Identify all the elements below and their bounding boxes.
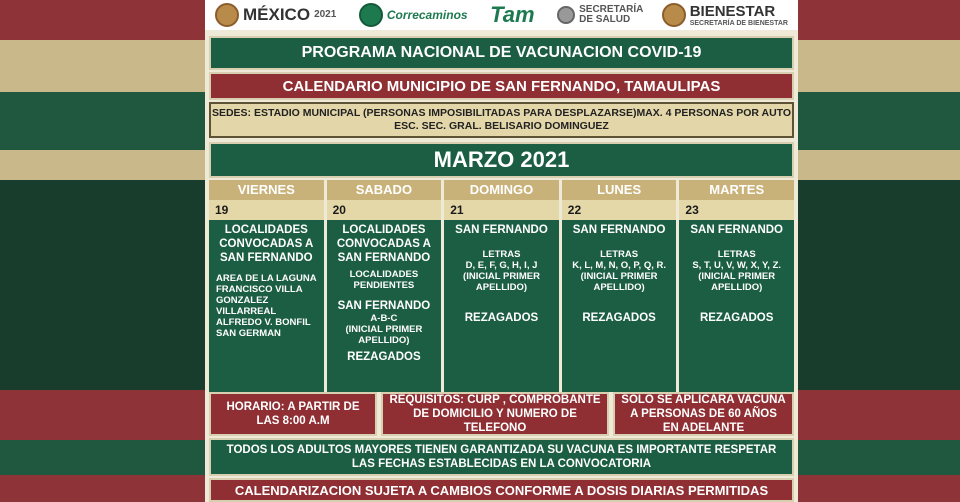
day-name: DOMINGO <box>444 180 559 200</box>
logo-bar <box>205 0 798 30</box>
day-content: LOCALIDADES CONVOCADAS A SAN FERNANDO LOCALIDADES PENDIENTES SAN FERNANDO A-B-C (INICIAL PRIMER APELLIDO) REZAGADOS <box>327 220 442 392</box>
day-number: 23 <box>679 200 794 220</box>
day-number: 22 <box>562 200 677 220</box>
calendarizacion-notice: CALENDARIZACION SUJETA A CAMBIOS CONFORME A DOSIS DIARIAS PERMITIDAS <box>209 478 794 502</box>
background-left <box>0 0 205 502</box>
day-number: 21 <box>444 200 559 220</box>
garantizada-notice: TODOS LOS ADULTOS MAYORES TIENEN GARANTIZADA SU VACUNA ES IMPORTANTE RESPETAR LAS FECHAS ESTABLECIDAS EN LA CONVOCATORIA <box>209 438 794 476</box>
sedes-line-2: ESC. SEC. GRAL. BELISARIO DOMINGUEZ <box>394 120 609 132</box>
month-header: MARZO 2021 <box>209 142 794 178</box>
day-column-sabado <box>327 180 442 392</box>
program-title: PROGRAMA NACIONAL DE VACUNACION COVID-19 <box>209 36 794 70</box>
calendar-subtitle: CALENDARIO MUNICIPIO DE SAN FERNANDO, TAMAULIPAS <box>209 72 794 100</box>
background-right <box>798 0 960 502</box>
mexico-logo: MÉXICO 2021 <box>215 3 336 27</box>
bienestar-seal-icon <box>662 3 686 27</box>
mexico-seal-icon <box>215 3 239 27</box>
day-content: SAN FERNANDO LETRAS K, L, M, N, O, P, Q, R. (INICIAL PRIMER APELLIDO) REZAGADOS <box>562 220 677 392</box>
day-content: LOCALIDADES CONVOCADAS A SAN FERNANDO AREA DE LA LAGUNA FRANCISCO VILLA GONZALEZ VILLARREAL ALFREDO V. BONFIL SAN GERMAN <box>209 220 324 392</box>
day-content: SAN FERNANDO LETRAS S, T, U, V, W, X, Y, Z. (INICIAL PRIMER APELLIDO) REZAGADOS <box>679 220 794 392</box>
correcaminos-logo: Correcaminos <box>359 3 468 27</box>
sedes-box <box>209 102 794 138</box>
sedes-line-1: SEDES: ESTADIO MUNICIPAL (PERSONAS IMPOSIBILITADAS PARA DESPLAZARSE)MAX. 4 PERSONAS POR AUTO <box>211 107 792 119</box>
tam-logo: Tam <box>490 2 535 27</box>
day-name: LUNES <box>562 180 677 200</box>
day-number: 20 <box>327 200 442 220</box>
info-row <box>209 392 794 436</box>
requisitos-box: REQUISITOS: CURP , COMPROBANTE DE DOMICILIO Y NUMERO DE TELEFONO <box>381 392 609 436</box>
day-name: SABADO <box>327 180 442 200</box>
day-column-viernes <box>209 180 324 392</box>
day-column-martes <box>679 180 794 392</box>
salud-logo: SECRETARÍA DE SALUD <box>557 5 639 25</box>
day-column-domingo <box>444 180 559 392</box>
bienestar-logo: BIENESTAR SECRETARÍA DE BIENESTAR <box>662 3 788 28</box>
correcaminos-icon <box>359 3 383 27</box>
day-number: 19 <box>209 200 324 220</box>
day-content: SAN FERNANDO LETRAS D, E, F, G, H, I, J (INICIAL PRIMER APELLIDO) REZAGADOS <box>444 220 559 392</box>
vaccination-poster <box>205 0 798 502</box>
day-name: MARTES <box>679 180 794 200</box>
day-name: VIERNES <box>209 180 324 200</box>
salud-seal-icon <box>557 6 575 24</box>
calendar-grid <box>209 180 794 392</box>
horario-box: HORARIO: A PARTIR DE LAS 8:00 A.M <box>209 392 377 436</box>
edad-box: SOLO SE APLICARA VACUNA A PERSONAS DE 60 AÑOS EN ADELANTE <box>613 392 794 436</box>
day-column-lunes <box>562 180 677 392</box>
